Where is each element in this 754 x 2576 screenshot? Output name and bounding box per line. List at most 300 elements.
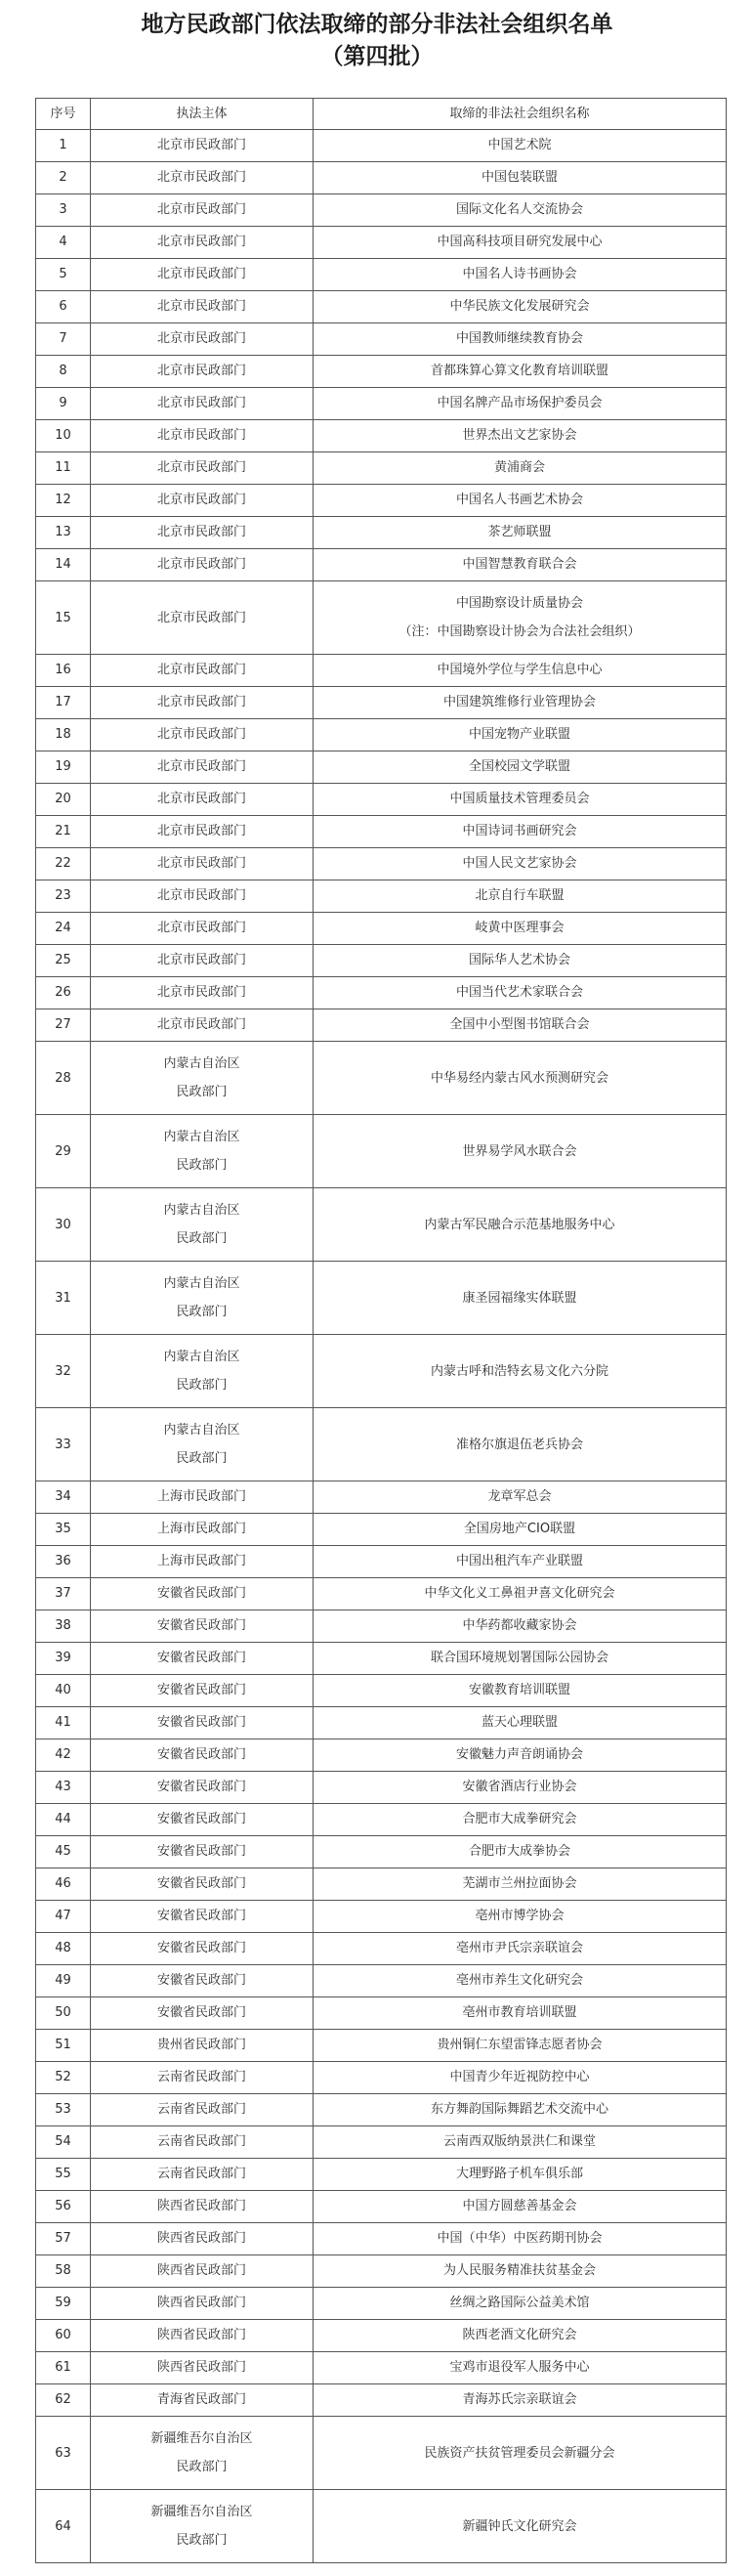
table-row: [36, 452, 727, 485]
row-number: 29: [36, 1115, 91, 1188]
row-number: 20: [36, 784, 91, 816]
row-agency-cell: [91, 227, 314, 259]
row-number: 35: [36, 1514, 91, 1546]
table-row: [36, 2320, 727, 2352]
row-agency-cell: [91, 259, 314, 291]
row-agency-cell: [91, 880, 314, 913]
row-agency: 北京市民政部门: [156, 267, 246, 281]
row-organization: 大理野路子机车俱乐部: [455, 2167, 583, 2181]
row-organization: 中华药都收藏家协会: [462, 1618, 577, 1633]
row-agency-cell: [91, 1578, 314, 1610]
row-organization-cell: [314, 2255, 727, 2288]
row-agency-line2: 民政部门: [176, 1158, 228, 1173]
table-row: [36, 816, 727, 848]
row-agency-cell: [91, 1546, 314, 1578]
row-agency-line2: 民政部门: [176, 1305, 228, 1319]
row-organization-cell: [314, 2062, 727, 2094]
row-agency: 北京市民政部门: [156, 824, 246, 838]
row-organization-cell: [314, 2094, 727, 2126]
row-number: 36: [36, 1546, 91, 1578]
row-number: 17: [36, 687, 91, 719]
table-row: [36, 719, 727, 751]
row-organization-cell: [314, 194, 727, 227]
table-row: [36, 162, 727, 194]
row-organization: 合肥市大成拳研究会: [462, 1812, 577, 1826]
row-organization: 中国当代艺术家联合会: [455, 985, 583, 1000]
row-organization: 准格尔旗退伍老兵协会: [455, 1437, 583, 1452]
row-agency-cell: [91, 751, 314, 784]
row-agency: 内蒙古自治区: [163, 1056, 240, 1071]
row-organization-cell: [314, 581, 727, 655]
row-number: 62: [36, 2384, 91, 2417]
row-organization-cell: [314, 977, 727, 1009]
row-organization: 中国智慧教育联合会: [462, 557, 577, 572]
row-agency-cell: [91, 1739, 314, 1772]
row-agency: 北京市民政部门: [156, 138, 246, 152]
row-agency-cell: [91, 1262, 314, 1335]
row-number: 58: [36, 2255, 91, 2288]
row-number: 13: [36, 517, 91, 549]
row-number: 1: [36, 130, 91, 162]
row-number: 40: [36, 1675, 91, 1707]
row-agency-cell: [91, 1643, 314, 1675]
table-row: [36, 1901, 727, 1933]
table-row: [36, 1042, 727, 1115]
row-agency: 北京市民政部门: [156, 610, 246, 625]
row-number: 18: [36, 719, 91, 751]
row-organization: 云南西双版纳景洪仁和课堂: [442, 2134, 596, 2149]
row-number: 33: [36, 1408, 91, 1481]
row-agency: 北京市民政部门: [156, 428, 246, 443]
row-organization: 中国宠物产业联盟: [468, 727, 570, 742]
table-row: [36, 1707, 727, 1739]
row-organization: 康圣园福缘实体联盟: [462, 1290, 577, 1306]
row-agency-cell: [91, 1335, 314, 1408]
row-organization: 安徽省酒店行业协会: [462, 1780, 577, 1794]
row-agency: 上海市民政部门: [156, 1489, 246, 1504]
table-row: [36, 1578, 727, 1610]
row-agency-cell: [91, 2094, 314, 2126]
table-row: [36, 1408, 727, 1481]
row-organization: 全国中小型图书馆联合会: [449, 1017, 590, 1032]
table-row: [36, 1610, 727, 1643]
row-organization: 中国质量技术管理委员会: [449, 792, 590, 806]
row-number: 56: [36, 2191, 91, 2223]
row-agency-cell: [91, 194, 314, 227]
row-organization: 中华民族文化发展研究会: [449, 299, 590, 314]
table-row: [36, 2490, 727, 2563]
table-row: [36, 751, 727, 784]
row-agency-line2: 民政部门: [176, 1085, 228, 1099]
table-row: [36, 1262, 727, 1335]
row-organization: 宝鸡市退役军人服务中心: [449, 2360, 590, 2375]
row-number: 31: [36, 1262, 91, 1335]
row-agency: 陕西省民政部门: [156, 2328, 246, 2342]
table-row: [36, 2288, 727, 2320]
row-organization: 中国艺术院: [487, 138, 552, 152]
table-row: [36, 1675, 727, 1707]
row-number: 15: [36, 581, 91, 655]
row-organization-cell: [314, 517, 727, 549]
row-agency-cell: [91, 2062, 314, 2094]
row-agency: 内蒙古自治区: [163, 1423, 240, 1438]
row-organization: 中国名人书画艺术协会: [455, 493, 583, 507]
row-number: 37: [36, 1578, 91, 1610]
row-organization-cell: [314, 655, 727, 687]
header-agency: 执法主体: [91, 99, 314, 130]
row-organization-cell: [314, 356, 727, 388]
table-row: [36, 1804, 727, 1836]
row-organization: 中国青少年近视防控中心: [449, 2070, 590, 2084]
row-agency-cell: [91, 1804, 314, 1836]
row-agency-cell: [91, 2030, 314, 2062]
table-row: [36, 655, 727, 687]
row-organization-cell: [314, 420, 727, 452]
table-row: [36, 549, 727, 581]
table-row: [36, 517, 727, 549]
row-agency-cell: [91, 517, 314, 549]
row-organization-cell: [314, 2030, 727, 2062]
row-agency: 北京市民政部门: [156, 759, 246, 774]
table-row: [36, 2094, 727, 2126]
row-organization-cell: [314, 784, 727, 816]
row-agency-cell: [91, 2288, 314, 2320]
row-organization: 联合国环境规划署国际公园协会: [430, 1651, 608, 1665]
row-organization: 中国教师继续教育协会: [455, 331, 583, 346]
row-number: 39: [36, 1643, 91, 1675]
row-organization: 北京自行车联盟: [475, 888, 565, 903]
row-agency-cell: [91, 848, 314, 880]
row-number: 5: [36, 259, 91, 291]
row-organization: 合肥市大成拳协会: [468, 1844, 570, 1859]
row-number: 25: [36, 945, 91, 977]
row-agency-cell: [91, 130, 314, 162]
table-row: [36, 194, 727, 227]
row-number: 53: [36, 2094, 91, 2126]
row-agency-cell: [91, 2223, 314, 2255]
row-organization-cell: [314, 880, 727, 913]
row-agency-cell: [91, 1009, 314, 1042]
row-organization-cell: [314, 130, 727, 162]
row-agency: 安徽省民政部门: [156, 1780, 246, 1794]
row-agency: 新疆维吾尔自治区: [150, 2505, 253, 2519]
table-row: [36, 2255, 727, 2288]
row-organization: 中国方圆慈善基金会: [462, 2199, 577, 2213]
row-agency: 陕西省民政部门: [156, 2360, 246, 2375]
row-number: 63: [36, 2417, 91, 2490]
table-row: [36, 227, 727, 259]
row-agency-cell: [91, 1115, 314, 1188]
row-agency: 北京市民政部门: [156, 493, 246, 507]
table-row: [36, 1868, 727, 1901]
row-organization: 亳州市养生文化研究会: [455, 1973, 583, 1988]
row-agency-cell: [91, 356, 314, 388]
row-organization: 中国诗词书画研究会: [462, 824, 577, 838]
table-row: [36, 2062, 727, 2094]
row-agency: 北京市民政部门: [156, 364, 246, 378]
row-number: 12: [36, 485, 91, 517]
row-agency: 安徽省民政部门: [156, 1586, 246, 1601]
row-number: 3: [36, 194, 91, 227]
row-agency-line2: 民政部门: [176, 2533, 228, 2548]
row-organization: 国际文化名人交流协会: [455, 202, 583, 217]
row-agency: 北京市民政部门: [156, 460, 246, 475]
row-number: 43: [36, 1772, 91, 1804]
row-organization-cell: [314, 816, 727, 848]
row-number: 41: [36, 1707, 91, 1739]
row-agency: 北京市民政部门: [156, 921, 246, 935]
table-row: [36, 687, 727, 719]
row-agency: 陕西省民政部门: [156, 2199, 246, 2213]
row-organization-cell: [314, 2159, 727, 2191]
row-organization-cell: [314, 1804, 727, 1836]
table-row: [36, 259, 727, 291]
row-agency-cell: [91, 1901, 314, 1933]
row-organization-cell: [314, 1188, 727, 1262]
table-row: [36, 2352, 727, 2384]
row-agency-cell: [91, 1514, 314, 1546]
row-organization: 丝绸之路国际公益美术馆: [449, 2296, 590, 2310]
row-organization-cell: [314, 1997, 727, 2030]
row-organization-cell: [314, 485, 727, 517]
row-organization: 内蒙古呼和浩特玄易文化六分院: [430, 1363, 608, 1379]
row-organization: 首都珠算心算文化教育培训联盟: [430, 364, 608, 378]
row-agency: 安徽省民政部门: [156, 1909, 246, 1923]
table-row: [36, 848, 727, 880]
table-body: [36, 130, 727, 2563]
row-agency-cell: [91, 2191, 314, 2223]
table-row: [36, 2126, 727, 2159]
row-number: 60: [36, 2320, 91, 2352]
row-organization-note: （注：中国勘察设计协会为合法社会组织）: [398, 624, 641, 639]
row-agency-cell: [91, 1675, 314, 1707]
row-agency-cell: [91, 1188, 314, 1262]
row-agency: 云南省民政部门: [156, 2167, 246, 2181]
row-number: 28: [36, 1042, 91, 1115]
row-number: 4: [36, 227, 91, 259]
row-agency: 北京市民政部门: [156, 525, 246, 539]
row-organization: 岐黄中医理事会: [475, 921, 565, 935]
row-organization-cell: [314, 2288, 727, 2320]
row-agency: 安徽省民政部门: [156, 1618, 246, 1633]
row-number: 14: [36, 549, 91, 581]
row-agency: 贵州省民政部门: [156, 2038, 246, 2052]
row-agency-line2: 民政部门: [176, 2460, 228, 2474]
row-agency-cell: [91, 2159, 314, 2191]
row-organization: 为人民服务精准扶贫基金会: [442, 2263, 596, 2278]
row-number: 26: [36, 977, 91, 1009]
row-number: 24: [36, 913, 91, 945]
row-agency-cell: [91, 1772, 314, 1804]
table-row: [36, 784, 727, 816]
row-agency: 北京市民政部门: [156, 985, 246, 1000]
row-organization: 中国高科技项目研究发展中心: [437, 235, 603, 249]
row-agency: 北京市民政部门: [156, 396, 246, 410]
row-number: 19: [36, 751, 91, 784]
row-number: 64: [36, 2490, 91, 2563]
row-agency-cell: [91, 655, 314, 687]
row-number: 10: [36, 420, 91, 452]
document-subtitle: （第四批）: [320, 44, 434, 69]
table-row: [36, 2159, 727, 2191]
table-row: [36, 1009, 727, 1042]
row-agency: 陕西省民政部门: [156, 2231, 246, 2246]
row-agency: 安徽省民政部门: [156, 1876, 246, 1891]
row-agency: 北京市民政部门: [156, 299, 246, 314]
row-agency: 北京市民政部门: [156, 695, 246, 709]
row-agency-cell: [91, 945, 314, 977]
row-organization: 亳州市尹氏宗亲联谊会: [455, 1941, 583, 1955]
row-number: 34: [36, 1481, 91, 1514]
row-organization-cell: [314, 1739, 727, 1772]
row-agency: 安徽省民政部门: [156, 2005, 246, 2020]
table-row: [36, 880, 727, 913]
row-agency: 安徽省民政部门: [156, 1651, 246, 1665]
row-number: 27: [36, 1009, 91, 1042]
row-organization: 世界易学风水联合会: [462, 1143, 577, 1159]
row-organization: 中国名人诗书画协会: [462, 267, 577, 281]
row-organization-cell: [314, 162, 727, 194]
table-row: [36, 913, 727, 945]
row-organization: 东方舞韵国际舞蹈艺术交流中心: [430, 2102, 608, 2117]
row-agency-cell: [91, 2417, 314, 2490]
row-agency-cell: [91, 2255, 314, 2288]
row-agency: 上海市民政部门: [156, 1522, 246, 1536]
table-row: [36, 1965, 727, 1997]
table-row: [36, 291, 727, 323]
row-organization: 陕西老酒文化研究会: [462, 2328, 577, 2342]
table-row: [36, 1997, 727, 2030]
row-agency-cell: [91, 485, 314, 517]
table-row: [36, 2191, 727, 2223]
row-agency-cell: [91, 784, 314, 816]
row-number: 32: [36, 1335, 91, 1408]
table-row: [36, 2417, 727, 2490]
table-row: [36, 485, 727, 517]
table-row: [36, 1481, 727, 1514]
row-number: 44: [36, 1804, 91, 1836]
table-row: [36, 420, 727, 452]
row-agency: 内蒙古自治区: [163, 1130, 240, 1144]
table-row: [36, 2030, 727, 2062]
row-agency: 云南省民政部门: [156, 2102, 246, 2117]
row-organization-cell: [314, 1965, 727, 1997]
row-number: 51: [36, 2030, 91, 2062]
row-agency-cell: [91, 2384, 314, 2417]
row-agency-cell: [91, 2126, 314, 2159]
row-organization: 亳州市教育培训联盟: [462, 2005, 577, 2020]
row-agency: 内蒙古自治区: [163, 1350, 240, 1364]
row-organization-cell: [314, 719, 727, 751]
row-agency-cell: [91, 1997, 314, 2030]
row-number: 23: [36, 880, 91, 913]
row-organization-cell: [314, 259, 727, 291]
row-number: 46: [36, 1868, 91, 1901]
row-agency-cell: [91, 687, 314, 719]
row-agency-cell: [91, 1933, 314, 1965]
row-organization-cell: [314, 2223, 727, 2255]
row-agency: 云南省民政部门: [156, 2134, 246, 2149]
row-agency: 安徽省民政部门: [156, 1683, 246, 1697]
row-agency-line2: 民政部门: [176, 1231, 228, 1246]
row-number: 54: [36, 2126, 91, 2159]
row-organization-cell: [314, 1115, 727, 1188]
row-agency: 陕西省民政部门: [156, 2296, 246, 2310]
row-organization-cell: [314, 2352, 727, 2384]
row-agency-cell: [91, 549, 314, 581]
row-agency-cell: [91, 1481, 314, 1514]
table-row: [36, 1643, 727, 1675]
row-agency-cell: [91, 1042, 314, 1115]
row-number: 8: [36, 356, 91, 388]
row-agency-cell: [91, 2490, 314, 2563]
row-agency-cell: [91, 1707, 314, 1739]
table-row: [36, 130, 727, 162]
row-agency: 北京市民政部门: [156, 235, 246, 249]
row-number: 61: [36, 2352, 91, 2384]
row-organization-cell: [314, 388, 727, 420]
row-organization-cell: [314, 1335, 727, 1408]
row-organization-cell: [314, 323, 727, 356]
table-row: [36, 1933, 727, 1965]
row-agency: 新疆维吾尔自治区: [150, 2431, 253, 2446]
row-organization-cell: [314, 1481, 727, 1514]
row-agency-cell: [91, 1868, 314, 1901]
row-number: 50: [36, 1997, 91, 2030]
table-row: [36, 1188, 727, 1262]
row-number: 21: [36, 816, 91, 848]
row-agency-cell: [91, 388, 314, 420]
row-agency: 安徽省民政部门: [156, 1973, 246, 1988]
row-agency: 北京市民政部门: [156, 888, 246, 903]
table-row: [36, 1739, 727, 1772]
row-organization: 贵州铜仁东望雷锋志愿者协会: [437, 2038, 603, 2052]
row-organization: 中国境外学位与学生信息中心: [437, 663, 603, 677]
row-organization-cell: [314, 1675, 727, 1707]
row-organization-cell: [314, 1772, 727, 1804]
row-agency-cell: [91, 816, 314, 848]
row-agency: 安徽省民政部门: [156, 1941, 246, 1955]
row-agency-cell: [91, 719, 314, 751]
row-organization: 世界杰出文艺家协会: [462, 428, 577, 443]
row-number: 42: [36, 1739, 91, 1772]
row-agency: 北京市民政部门: [156, 202, 246, 217]
row-organization: 安徽魅力声音朗诵协会: [455, 1747, 583, 1762]
table-row: [36, 581, 727, 655]
row-agency-cell: [91, 323, 314, 356]
row-organization-cell: [314, 1546, 727, 1578]
row-organization: 芜湖市兰州拉面协会: [462, 1876, 577, 1891]
row-organization-cell: [314, 945, 727, 977]
row-number: 30: [36, 1188, 91, 1262]
row-organization-cell: [314, 1408, 727, 1481]
row-organization: 蓝天心理联盟: [481, 1715, 558, 1730]
row-agency: 云南省民政部门: [156, 2070, 246, 2084]
row-agency-line2: 民政部门: [176, 1451, 228, 1466]
row-organization-cell: [314, 549, 727, 581]
row-organization-cell: [314, 1707, 727, 1739]
row-agency: 青海省民政部门: [156, 2392, 246, 2407]
row-organization-cell: [314, 291, 727, 323]
table-row: [36, 356, 727, 388]
row-agency: 安徽省民政部门: [156, 1812, 246, 1826]
row-agency: 上海市民政部门: [156, 1554, 246, 1568]
row-organization: 中国勘察设计质量协会: [455, 596, 583, 611]
row-organization-cell: [314, 2384, 727, 2417]
table-row: [36, 1514, 727, 1546]
row-organization: 全国校园文学联盟: [468, 759, 570, 774]
table-row: [36, 1836, 727, 1868]
